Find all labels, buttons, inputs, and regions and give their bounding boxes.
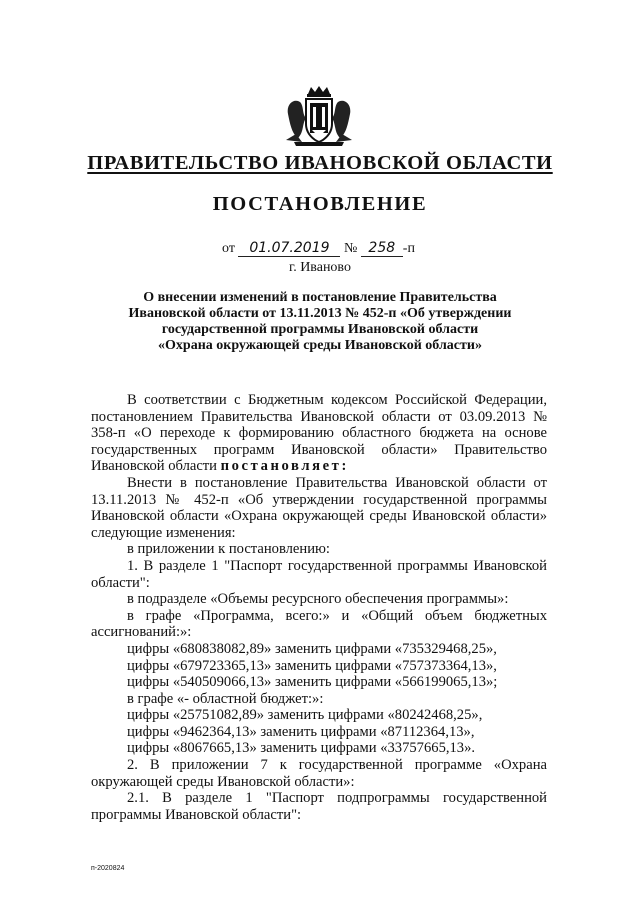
- date-prefix: от: [222, 241, 235, 256]
- body-paragraph: цифры «540509066,13» заменить цифрами «566199065,13»;: [127, 674, 498, 691]
- body-paragraph: Внести в постановление Правительства Ивановской области от 13.11.2013 № 452-п «Об утверждении государственной программы Ивановской области «Охрана окружающей среды Ивановской области» следующие изменения:: [91, 474, 547, 541]
- date-value: 01.07.2019: [238, 241, 340, 257]
- document-type: ПОСТАНОВЛЕНИЕ: [212, 193, 428, 215]
- document-code: п-2020824: [91, 865, 125, 872]
- government-title: ПРАВИТЕЛЬСТВО ИВАНОВСКОЙ ОБЛАСТИ: [87, 152, 553, 174]
- body-paragraph: цифры «8067665,13» заменить цифрами «33757665,13».: [127, 740, 476, 757]
- heading-line: Ивановской области от 13.11.2013 № 452-п «Об утверждении: [128, 306, 512, 321]
- city: г. Иваново: [289, 260, 351, 275]
- decree-word: постановляет:: [220, 458, 349, 475]
- body-paragraph: цифры «679723365,13» заменить цифрами «757373364,13»,: [127, 657, 497, 674]
- body-paragraph: 2. В приложении 7 к государственной программе «Охрана окружающей среды Ивановской области»:: [91, 757, 547, 790]
- number-suffix: -п: [402, 241, 415, 256]
- body-paragraph: в графе «Программа, всего:» и «Общий объем бюджетных ассигнований:»:: [91, 607, 547, 641]
- heading-line: «Охрана окружающей среды Ивановской области»: [158, 338, 482, 353]
- number-value: 258: [361, 241, 403, 257]
- body-paragraph: 2.1. В разделе 1 "Паспорт подпрограммы государственной программы Ивановской области":: [91, 790, 547, 823]
- coat-of-arms-icon: [284, 84, 354, 148]
- body-paragraph: цифры «680838082,89» заменить цифрами «735329468,25»,: [127, 640, 497, 657]
- date-number-line: [222, 241, 415, 257]
- body-paragraph: в приложении к постановлению:: [127, 541, 330, 558]
- intro-text: В соответствии с Бюджетным кодексом Российской Федерации, постановлением Правительства Ивановской области от 03.09.2013 № 358-п «О переходе к формированию областного бюджета на основе государственных программ Ивановской области» Правительство Ивановской области: [91, 392, 547, 475]
- body-paragraph: 1. В разделе 1 "Паспорт государственной программы Ивановской области":: [91, 557, 547, 591]
- document-heading: [100, 290, 540, 354]
- intro-paragraph: [91, 392, 547, 475]
- document-body: [91, 392, 547, 823]
- heading-line: О внесении изменений в постановление Правительства: [143, 290, 497, 305]
- body-paragraph: в подразделе «Объемы ресурсного обеспечения программы»:: [127, 591, 509, 608]
- heading-line: государственной программы Ивановской области: [161, 322, 479, 337]
- body-paragraph: в графе «- областной бюджет:»:: [127, 690, 324, 707]
- number-sign: №: [343, 241, 358, 256]
- body-paragraph: цифры «25751082,89» заменить цифрами «80242468,25»,: [127, 707, 483, 724]
- body-paragraph: цифры «9462364,13» заменить цифрами «87112364,13»,: [127, 723, 475, 740]
